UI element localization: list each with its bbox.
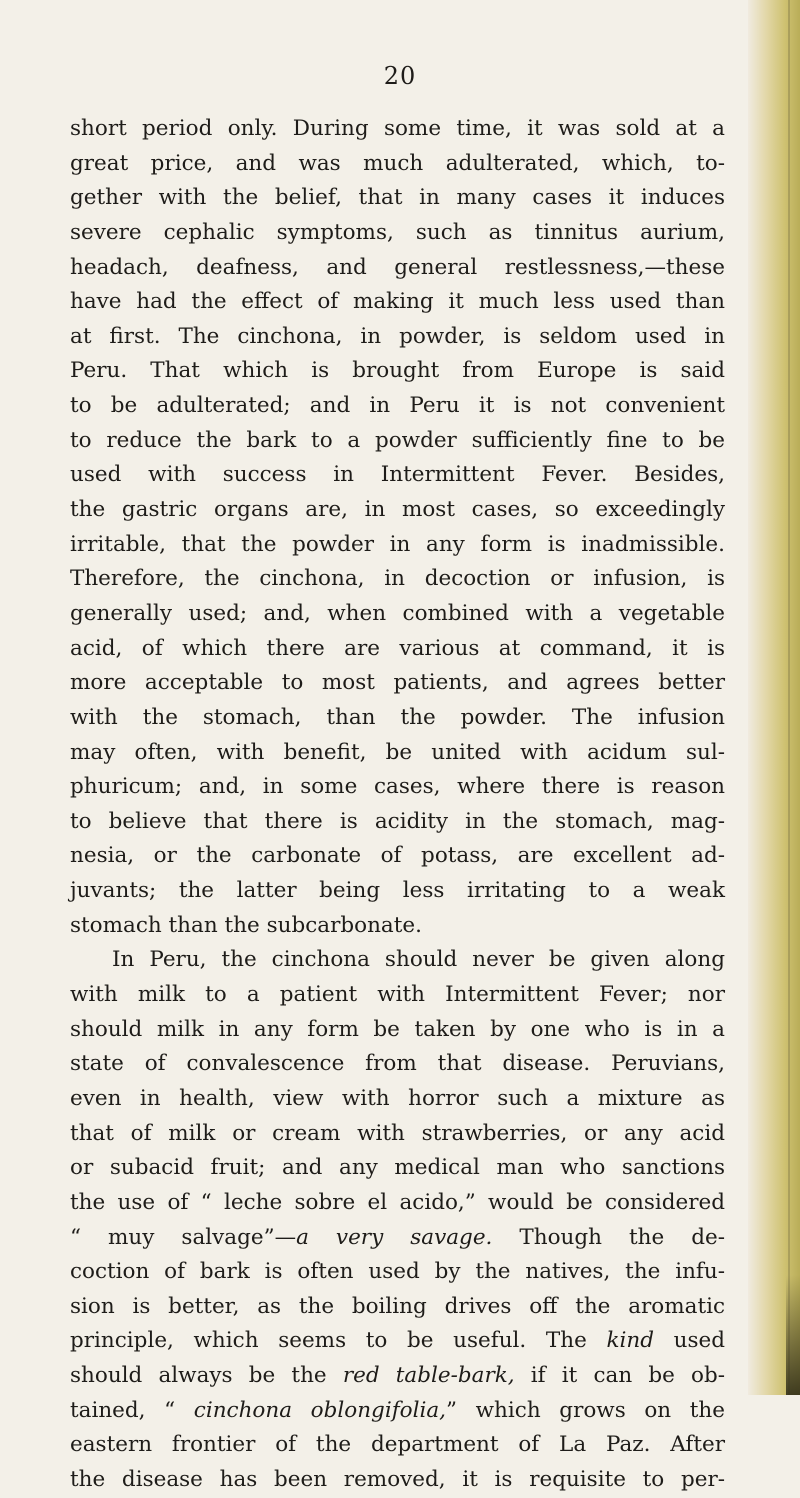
text-line bbox=[70, 320, 725, 355]
text-line bbox=[70, 1394, 725, 1429]
text-line bbox=[70, 701, 725, 736]
text-run: have had the effect of making it much less used than bbox=[70, 289, 725, 315]
text-run: state of convalescence from that disease. Peruvians, bbox=[70, 1051, 725, 1077]
text-run: the gastric organs are, in most cases, so exceedingly bbox=[70, 497, 725, 523]
body-text bbox=[70, 112, 725, 1498]
text-line bbox=[70, 1221, 725, 1256]
text-line bbox=[70, 597, 725, 632]
text-run: to reduce the bark to a powder sufficiently fine to be bbox=[70, 427, 725, 453]
text-run: Therefore, the cinchona, in decoction or infusion, is bbox=[70, 566, 725, 592]
text-run: may often, with benefit, be united with acidum sul- bbox=[70, 739, 725, 765]
text-run: more acceptable to most patients, and agrees better bbox=[70, 670, 725, 696]
page-edge-line bbox=[788, 0, 790, 1395]
text-line bbox=[70, 1255, 725, 1290]
italic-run: kind bbox=[606, 1328, 654, 1354]
text-line bbox=[70, 285, 725, 320]
page-number: 20 bbox=[383, 62, 417, 90]
text-run: juvants; the latter being less irritating to a weak bbox=[70, 878, 725, 904]
text-line bbox=[70, 839, 725, 874]
text-run: used bbox=[653, 1328, 726, 1354]
text-line bbox=[70, 389, 725, 424]
text-run: to be adulterated; and in Peru it is not convenient bbox=[70, 393, 725, 419]
text-run: In Peru, the cinchona should never be given along bbox=[112, 947, 725, 973]
text-line bbox=[70, 632, 725, 667]
text-run: great price, and was much adulterated, which, to- bbox=[70, 150, 725, 176]
text-run: eastern frontier of the department of La Paz. After bbox=[70, 1432, 725, 1458]
italic-run: red table-bark, bbox=[342, 1363, 515, 1389]
text-line bbox=[70, 1186, 725, 1221]
text-line bbox=[70, 770, 725, 805]
italic-run: cinchona oblongifolia, bbox=[193, 1397, 447, 1423]
text-run: should milk in any form be taken by one who is in a bbox=[70, 1016, 725, 1042]
text-run: severe cephalic symptoms, such as tinnitus aurium, bbox=[70, 219, 725, 245]
text-run: generally used; and, when combined with a vegetable bbox=[70, 600, 725, 626]
page-edge-shadow bbox=[786, 1275, 800, 1395]
text-run: should always be the bbox=[70, 1363, 343, 1389]
text-run: with milk to a patient with Intermittent Fever; nor bbox=[70, 982, 725, 1008]
text-run: that of milk or cream with strawberries, or any acid bbox=[70, 1120, 725, 1146]
text-line bbox=[70, 1151, 725, 1186]
text-run: ” which grows on the bbox=[446, 1397, 726, 1423]
text-line bbox=[70, 1047, 725, 1082]
text-line bbox=[70, 528, 725, 563]
text-run: short period only. During some time, it was sold at a bbox=[70, 116, 725, 141]
text-run: principle, which seems to be useful. The bbox=[70, 1328, 607, 1354]
text-line bbox=[70, 562, 725, 597]
text-run: Though the de- bbox=[492, 1224, 725, 1250]
text-line bbox=[70, 1013, 725, 1048]
text-run: used with success in Intermittent Fever. Besides, bbox=[70, 462, 725, 488]
text-run: tained, “ bbox=[70, 1397, 194, 1423]
text-line bbox=[70, 216, 725, 251]
text-line bbox=[70, 251, 725, 286]
text-line bbox=[70, 1359, 725, 1394]
text-run: nesia, or the carbonate of potass, are excellent ad- bbox=[70, 843, 725, 869]
text-line bbox=[70, 736, 725, 771]
text-run: “ muy salvage”— bbox=[70, 1224, 297, 1250]
text-line bbox=[70, 181, 725, 216]
italic-run: a very savage. bbox=[296, 1224, 493, 1250]
text-run: or subacid fruit; and any medical man who sanctions bbox=[70, 1155, 725, 1181]
text-run: gether with the belief, that in many cases it induces bbox=[70, 185, 725, 211]
text-line bbox=[70, 978, 725, 1013]
text-run: even in health, view with horror such a mixture as bbox=[70, 1085, 725, 1111]
text-run: stomach than the subcarbonate. bbox=[70, 912, 422, 938]
text-line bbox=[70, 424, 725, 459]
text-run: sion is better, as the boiling drives off the aromatic bbox=[70, 1293, 725, 1319]
text-run: irritable, that the powder in any form is inadmissible. bbox=[70, 531, 725, 557]
text-line bbox=[70, 666, 725, 701]
text-line bbox=[70, 354, 725, 389]
text-line bbox=[70, 1290, 725, 1325]
text-run: if it can be ob- bbox=[514, 1363, 726, 1389]
text-line bbox=[70, 1324, 725, 1359]
text-run: coction of bark is often used by the natives, the infu- bbox=[70, 1259, 725, 1285]
text-line bbox=[70, 458, 725, 493]
page-edge-binding bbox=[748, 0, 800, 1395]
text-line bbox=[70, 909, 725, 944]
text-run: to believe that there is acidity in the stomach, mag- bbox=[70, 808, 725, 834]
text-line bbox=[70, 1463, 725, 1498]
text-run: the disease has been removed, it is requisite to per- bbox=[70, 1466, 725, 1492]
text-run: headach, deafness, and general restlessness,—these bbox=[70, 254, 725, 280]
text-run: Peru. That which is brought from Europe is said bbox=[70, 358, 725, 384]
text-line bbox=[70, 112, 725, 147]
text-line bbox=[70, 874, 725, 909]
text-run: acid, of which there are various at command, it is bbox=[70, 635, 725, 661]
text-run: the use of “ leche sobre el acido,” would be considered bbox=[70, 1189, 725, 1215]
text-line bbox=[70, 1428, 725, 1463]
text-run: phuricum; and, in some cases, where there is reason bbox=[70, 774, 725, 800]
text-run: at first. The cinchona, in powder, is seldom used in bbox=[70, 323, 725, 349]
text-line bbox=[70, 493, 725, 528]
text-run: with the stomach, than the powder. The infusion bbox=[70, 704, 725, 730]
text-line bbox=[70, 147, 725, 182]
text-line bbox=[70, 1117, 725, 1152]
text-line bbox=[70, 805, 725, 840]
text-line bbox=[70, 1082, 725, 1117]
text-line bbox=[70, 943, 725, 978]
